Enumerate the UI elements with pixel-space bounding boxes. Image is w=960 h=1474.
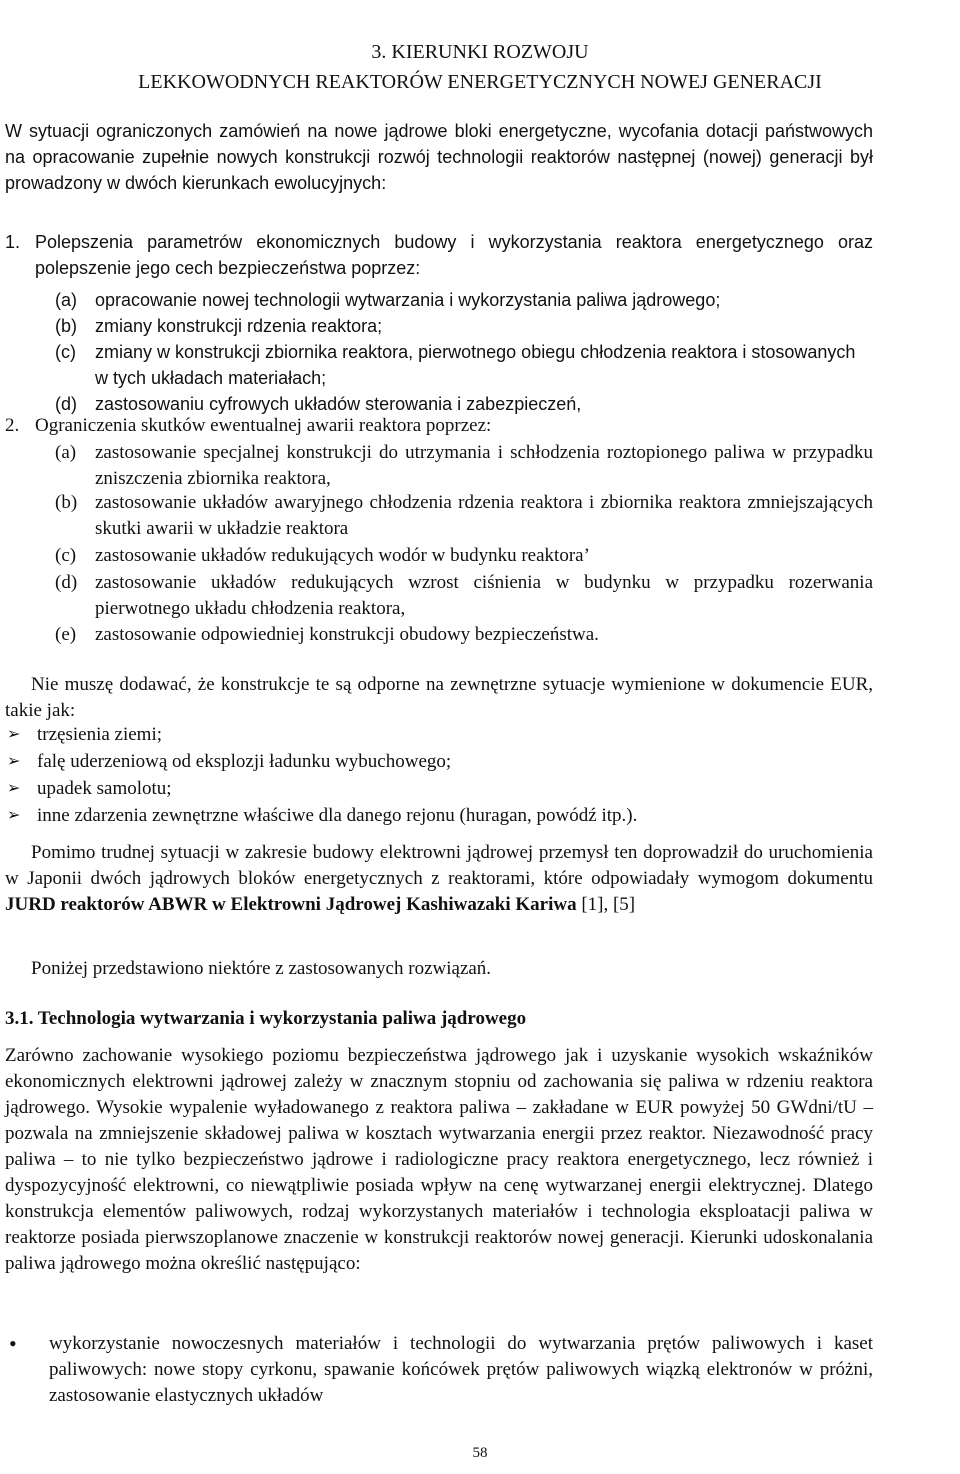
list-item-1	[5, 229, 873, 281]
japan-paragraph-text: Pomimo trudnej sytuacji w zakresie budowy elektrowni jądrowej przemysł ten doprowadził do uruchomienia w Japonii dwóch jądrowych bloków energetycznych z reaktorami, które odpowiadały wymogom dokumentu	[5, 842, 873, 889]
sub-item-text: zastosowanie układów redukujących wzrost ciśnienia w budynku w przypadku rozerwania pierwotnego układu chłodzenia reaktora,	[95, 572, 873, 619]
sub-item-2c	[55, 543, 873, 569]
chapter-title-line2: LEKKOWODNYCH REAKTORÓW ENERGETYCZNYCH NOWEJ GENERACJI	[138, 71, 822, 93]
list-item	[5, 722, 873, 749]
fuel-directions-list	[5, 1331, 873, 1409]
section-paragraph: Zarówno zachowanie wysokiego poziomu bezpieczeństwa jądrowego jak i uzyskanie wysokich wskaźników ekonomicznych elektrowni jądrowej zależy w znacznym stopniu od zachowania się paliwa w rdzeniu reaktora jądrowego. Wysokie wypalenie wyładowanego z reaktora paliwa – zakładane w EUR powyżej 50 GWdni/tU – pozwala na zmniejszenie składowej paliwa w kosztach wytwarzania energii przez reaktor. Niezawodność pracy paliwa – to nie tylko bezpieczeństwo jądrowe i radiologiczne pracy reaktora energetycznego, lecz również i dyspozycyjność elektrowni, co niewątpliwie posiada wpływ na cenę wytwarzanej energii elektrycznej. Dlatego konstrukcja elementów paliwowych, rodzaj wykorzystanych materiałów i technologia eksploatacji paliwa w reaktorze posiada pierwszoplanowe znaczenie w konstrukcji reaktorów nowej generacji. Kierunki udoskonalania paliwa jądrowego można określić następująco:	[5, 1045, 873, 1274]
list-item	[5, 749, 873, 776]
sub-item-text: zastosowanie układów awaryjnego chłodzenia rdzenia reaktora i zbiornika reaktora zmniejszających skutki awarii w układzie reaktora	[95, 492, 873, 539]
sub-item-2e	[55, 622, 873, 648]
sub-item-label: (c)	[55, 545, 77, 566]
eur-paragraph: Nie muszę dodawać, że konstrukcje te są odporne na zewnętrzne sytuacje wymienione w dokumencie EUR, takie jak:	[5, 674, 873, 721]
sub-item-label: (a)	[55, 442, 77, 463]
sub-item-text: zmiany konstrukcji rdzenia reaktora;	[95, 316, 383, 336]
list-item-text: trzęsienia ziemi;	[37, 724, 163, 745]
intro-paragraph: W sytuacji ograniczonych zamówień na nowe jądrowe bloki energetyczne, wycofania dotacji państwowych na opracowanie zupełnie nowych konstrukcji rozwój technologii reaktorów następnej (nowej) generacji był prowadzony w dwóch kierunkach ewolucyjnych:	[5, 121, 873, 193]
list-item-2-number: 2.	[5, 415, 20, 436]
list-item-1-number: 1.	[5, 232, 21, 252]
arrow-bullet-icon: ➢	[7, 807, 21, 824]
sub-item-2a	[55, 440, 873, 492]
list-item	[5, 803, 873, 830]
list-item-text: inne zdarzenia zewnętrzne właściwe dla danego rejonu (huragan, powódź itp.).	[37, 805, 638, 826]
list-item-2-text: Ograniczenia skutków ewentualnej awarii reaktora poprzez:	[35, 415, 492, 436]
sub-item-2d	[55, 570, 873, 622]
sub-item-text: zastosowanie odpowiedniej konstrukcji obudowy bezpieczeństwa.	[95, 624, 599, 645]
threat-list	[5, 722, 873, 830]
sub-item-text: zastosowanie specjalnej konstrukcji do utrzymania i schłodzenia roztopionego paliwa w przypadku zniszczenia zbiornika reaktora,	[95, 442, 873, 489]
page-number: 58	[472, 1445, 488, 1461]
sub-item-label: (b)	[55, 492, 78, 513]
arrow-bullet-icon: ➢	[7, 726, 21, 743]
list-item-2	[5, 413, 873, 439]
list-item-text: upadek samolotu;	[37, 778, 172, 799]
sub-item-1c	[55, 339, 873, 391]
sub-item-1a	[55, 287, 873, 313]
section-heading: 3.1. Technologia wytwarzania i wykorzystania paliwa jądrowego	[5, 1008, 527, 1029]
arrow-bullet-icon: ➢	[7, 753, 21, 770]
sub-item-label: (c)	[55, 342, 76, 362]
sub-item-label: (b)	[55, 316, 77, 336]
sub-item-text: zmiany w konstrukcji zbiornika reaktora, pierwotnego obiegu chłodzenia reaktora i stosowanych w tych układach materiałach;	[95, 342, 856, 388]
chapter-title-line1: 3. KIERUNKI ROZWOJU	[371, 41, 589, 63]
solutions-intro: Poniżej przedstawiono niektóre z zastosowanych rozwiązań.	[31, 958, 492, 979]
sub-item-text: opracowanie nowej technologii wytwarzania i wykorzystania paliwa jądrowego;	[95, 290, 721, 310]
arrow-bullet-icon: ➢	[7, 780, 21, 797]
sub-item-label: (d)	[55, 572, 78, 593]
sub-item-2b	[55, 490, 873, 542]
list-item-text: wykorzystanie nowoczesnych materiałów i technologii do wytwarzania prętów paliwowych i kaset paliwowych: nowe stopy cyrkonu, spawanie końcówek prętów paliwowych wiązką elektronów w próżni, zastosowanie elastycznych układów	[49, 1333, 873, 1406]
sub-item-label: (a)	[55, 290, 77, 310]
sub-item-text: zastosowanie układów redukujących wodór w budynku reaktora’	[95, 545, 590, 566]
japan-paragraph-bold: JURD reaktorów ABWR w Elektrowni Jądrowej Kashiwazaki Kariwa	[5, 894, 577, 915]
list-item-text: falę uderzeniową od eksplozji ładunku wybuchowego;	[37, 751, 452, 772]
sub-item-label: (e)	[55, 624, 77, 645]
bullet-dot-icon: •	[9, 1331, 17, 1356]
list-item-1-text: Polepszenia parametrów ekonomicznych budowy i wykorzystania reaktora energetycznego oraz polepszenie jego cech bezpieczeństwa poprzez:	[35, 232, 873, 278]
sub-item-text: zastosowaniu cyfrowych układów sterowania i zabezpieczeń,	[95, 394, 582, 414]
japan-paragraph-refs: [1], [5]	[576, 894, 636, 915]
sub-item-label: (d)	[55, 394, 77, 414]
list-item	[5, 776, 873, 803]
japan-paragraph	[5, 840, 873, 918]
sub-item-1b	[55, 313, 873, 339]
